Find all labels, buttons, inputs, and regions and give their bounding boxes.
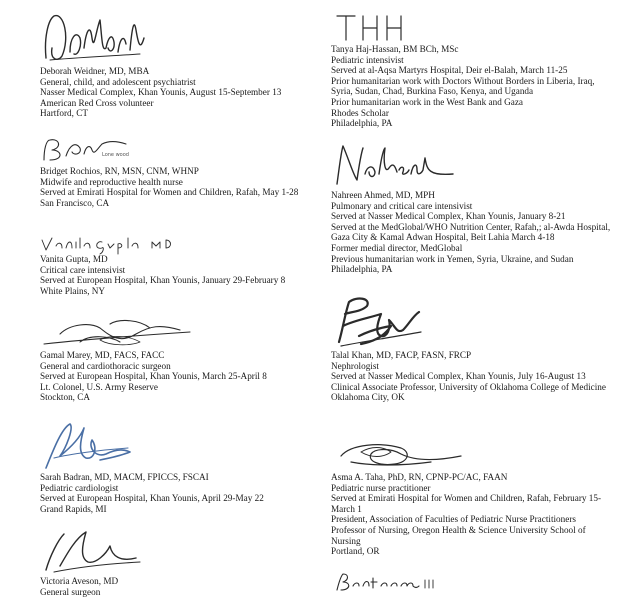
handwritten-signature [40, 134, 150, 166]
signatory-lines [40, 472, 308, 514]
signatory-block [331, 292, 616, 403]
signatory-line: Philadelphia, PA [331, 118, 393, 129]
signatory-block [40, 314, 308, 403]
handwritten-signature [331, 8, 411, 44]
signatory-line: Prior humanitarian work in the West Bank and Gaza [331, 96, 523, 107]
signatory-line: Stockton, CA [40, 392, 91, 403]
signatory-name: Gamal Marey, MD, FACS, FACC [40, 350, 165, 360]
signatory-line: American Red Cross volunteer [40, 97, 154, 108]
signatory-line: President, Association of Faculties of Pediatric Nurse Practitioners [331, 514, 576, 525]
signatory-name: Tanya Haj-Hassan, BM BCh, MSc [331, 44, 459, 54]
signatory-line: Served at Nasser Medical Complex, Khan Younis, January 8-21 [331, 211, 566, 222]
signatory-line: Served at European Hospital, Khan Younis, April 29-May 22 [40, 493, 264, 504]
signatory-name: Sarah Badran, MD, MACM, FPICCS, FSCAI [40, 472, 209, 482]
signatory-line: General surgeon [40, 586, 101, 597]
handwritten-signature [40, 8, 150, 66]
handwritten-signature [40, 232, 190, 254]
signatory-lines [40, 576, 308, 597]
signatory-name: Vanita Gupta, MD [40, 254, 108, 264]
signatory-line: General and cardiothoracic surgeon [40, 360, 171, 371]
signatory-lines [331, 44, 616, 129]
signatory-line: Professor of Nursing, Oregon Health & Science University School of Nursing [331, 524, 586, 546]
signatory-block [331, 140, 616, 275]
signatory-block [40, 8, 308, 119]
signatory-line: Served at Emirati Hospital for Women and Children, Rafah, February 15-March 1 [331, 493, 602, 514]
handwritten-signature [331, 434, 471, 472]
handwritten-signature [331, 140, 461, 190]
signatory-line: White Plains, NY [40, 285, 106, 296]
handwritten-signature [40, 418, 150, 472]
signatory-line: Clinical Associate Professor, University of Oklahoma College of Medicine [331, 381, 606, 392]
signatory-line: General, child, and adolescent psychiatrist [40, 76, 196, 87]
signatory-name: Asma A. Taha, PhD, RN, CPNP-PC/AC, FAAN [331, 472, 508, 482]
handwritten-signature [331, 570, 441, 594]
signatory-block [40, 232, 308, 296]
signatory-line: Pediatric intensivist [331, 54, 404, 65]
signatory-line: San Francisco, CA [40, 197, 110, 208]
signatory-line: Grand Rapids, MI [40, 503, 107, 514]
signatory-line: Critical care intensivist [40, 264, 126, 275]
signatory-line: Pediatric nurse practitioner [331, 482, 431, 493]
signatory-lines [40, 254, 308, 296]
signatory-name: Deborah Weidner, MD, MBA [40, 66, 150, 76]
signatory-line: Served at the MedGlobal/WHO Nutrition Center, Rafah,; al-Awda Hospital, Gaza City & Kamal Adwan Hospital, Beit Lahia March 4-18 [331, 221, 611, 243]
signatory-line: Nasser Medical Complex, Khan Younis, August 15-September 13 [40, 87, 282, 98]
signatory-line: Served at Emirati Hospital for Women and Children, Rafah, May 1-28 [40, 187, 299, 198]
signatory-name: Talal Khan, MD, FACP, FASN, FRCP [331, 350, 472, 360]
signatory-name: Nahreen Ahmed, MD, MPH [331, 190, 435, 200]
signatory-block [40, 526, 308, 597]
signatory-name: Bridget Rochios, RN, MSN, CNM, WHNP [40, 166, 199, 176]
signatory-lines [331, 190, 616, 275]
signatory-block [331, 434, 616, 557]
signatory-line: Prior humanitarian work with Doctors Without Borders in Liberia, Iraq, Syria, Sudan, Chad, Burkina Faso, Kenya, and Uganda [331, 75, 595, 97]
signatory-lines [40, 350, 308, 403]
handwritten-signature [40, 314, 200, 350]
handwritten-signature [40, 526, 150, 576]
handwritten-signature [331, 292, 431, 350]
signatory-block [40, 134, 308, 208]
signatory-line: Portland, OR [331, 546, 380, 557]
signatory-line: Pulmonary and critical care intensivist [331, 200, 473, 211]
signatory-name: Victoria Aveson, MD [40, 576, 119, 586]
signatory-lines [331, 350, 616, 403]
signatory-line: Hartford, CT [40, 108, 88, 119]
signatory-line: Former medial director, MedGlobal [331, 242, 463, 253]
signatory-line: Served at Nasser Medical Complex, Khan Younis, July 16-August 13 [331, 371, 586, 382]
signatory-line: Served at European Hospital, Khan Younis, March 25-April 8 [40, 371, 267, 382]
signatory-line: Previous humanitarian work in Yemen, Syria, Ukraine, and Sudan [331, 253, 574, 264]
signatory-lines [40, 166, 308, 208]
signatory-line: Oklahoma City, OK [331, 392, 405, 403]
signatory-block [331, 8, 616, 129]
signatory-block [331, 570, 616, 594]
signatory-line: Served at al-Aqsa Martyrs Hospital, Deir el-Balah, March 11-25 [331, 65, 568, 76]
signatory-line: Pediatric cardiologist [40, 482, 119, 493]
signatory-line: Rhodes Scholar [331, 107, 389, 118]
svg-text:Lone wood: Lone wood [102, 152, 129, 158]
signatory-lines [331, 472, 616, 557]
signatory-line: Lt. Colonel, U.S. Army Reserve [40, 381, 158, 392]
signatory-line: Philadelphia, PA [331, 264, 393, 275]
signatory-lines [40, 66, 308, 119]
signatory-line: Midwife and reproductive health nurse [40, 176, 183, 187]
signatory-block [40, 418, 308, 514]
signatory-line: Nephrologist [331, 360, 379, 371]
signatory-line: Served at European Hospital, Khan Younis, January 29-February 8 [40, 275, 286, 286]
